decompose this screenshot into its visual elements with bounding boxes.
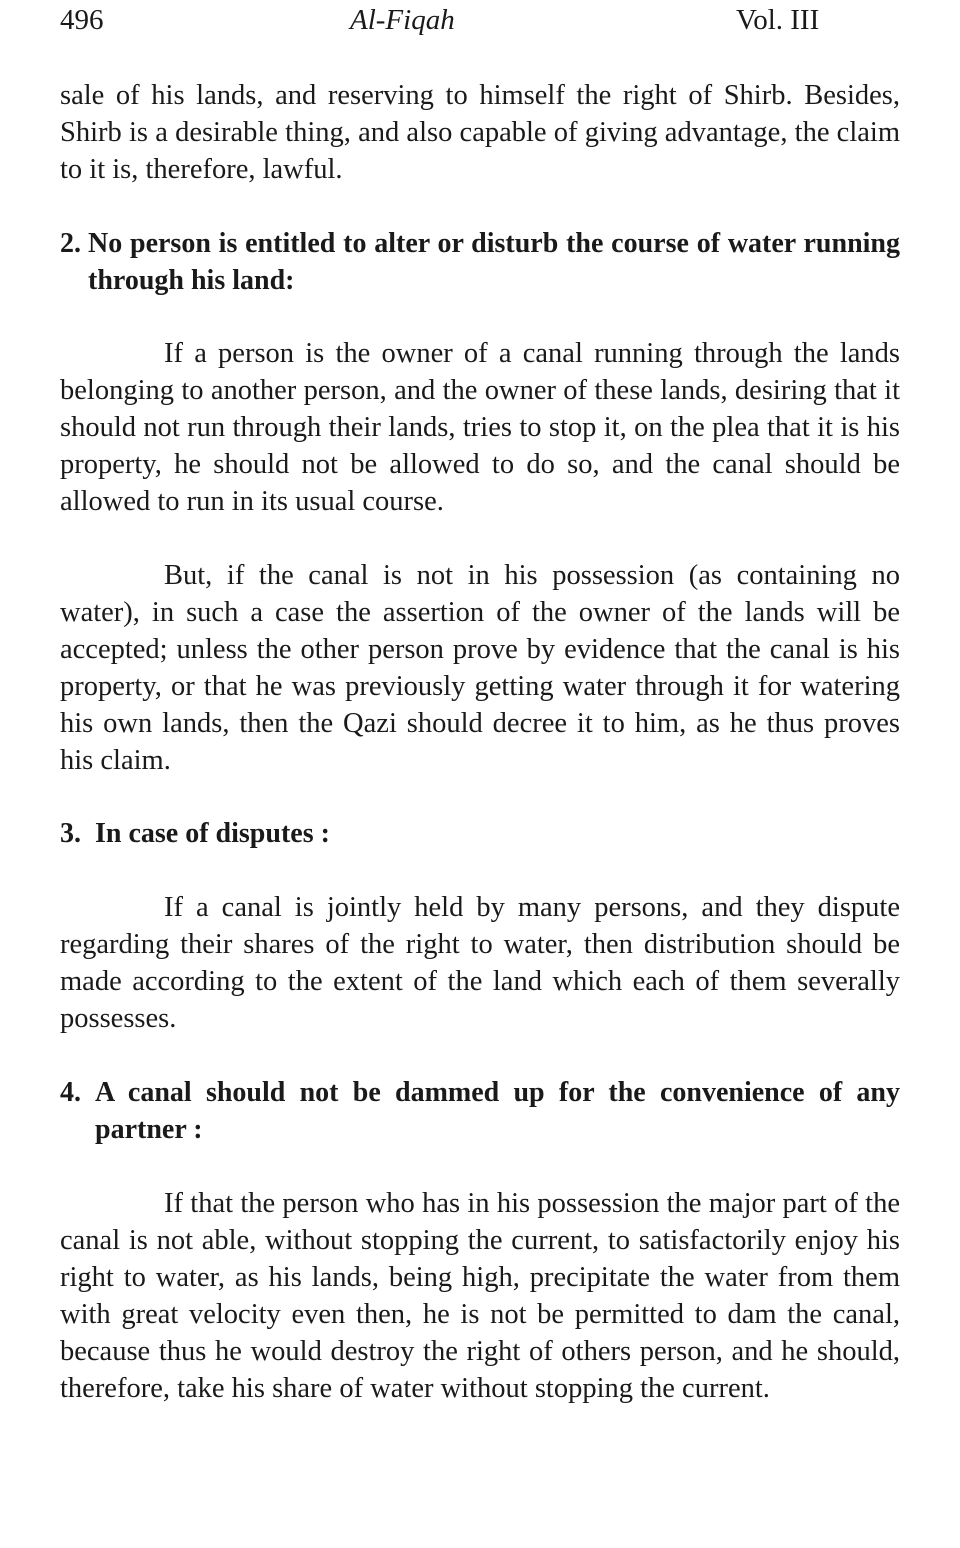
section-2-paragraph-2: But, if the canal is not in his possession (as containing no water), in such a case the assertion of the owner of the lands will be accepted; unless the other person prove by evidence that the canal is his property, or that he was previously getting water through it for watering his own lands, then the Qazi should decree it to him, as he thus proves his claim. bbox=[60, 560, 900, 776]
section-4-number: 4. bbox=[60, 1077, 95, 1108]
section-3-paragraph-1: If a canal is jointly held by many persons, and they dispute regarding their shares of the right to water, then distribution should be made according to the extent of the land which each of them severally possesses. bbox=[60, 892, 900, 1034]
book-title: Al-Fiqah bbox=[350, 4, 455, 36]
section-4-paragraph-1: If that the person who has in his possession the major part of the canal is not able, without stopping the current, to satisfactorily enjoy his right to water, as his lands, being high, precipitate the water from them with great velocity even then, he is not be permitted to dam the canal, because thus he would destroy the right of others person, and he should, therefore, take his share of water without stopping the current. bbox=[60, 1188, 900, 1404]
section-2-heading bbox=[60, 225, 900, 299]
section-3-number: 3. bbox=[60, 818, 95, 849]
running-header bbox=[60, 0, 900, 50]
intro-paragraph: sale of his lands, and reserving to himself the right of Shirb. Besides, Shirb is a desirable thing, and also capable of giving advantage, the claim to it is, therefore, lawful. bbox=[60, 80, 900, 185]
section-2-paragraph-1: If a person is the owner of a canal running through the lands belonging to another person, and the owner of these lands, desiring that it should not run through their lands, tries to stop it, on the plea that it is his property, he should not be allowed to do so, and the canal should be allowed to run in its usual course. bbox=[60, 338, 900, 517]
section-2-number: 2. bbox=[60, 228, 88, 259]
section-4-heading bbox=[60, 1074, 900, 1148]
section-3-heading bbox=[60, 815, 900, 852]
section-4-title: A canal should not be dammed up for the convenience of any partner : bbox=[95, 1077, 900, 1145]
section-3-title: In case of disputes : bbox=[95, 818, 330, 849]
book-page bbox=[60, 0, 900, 1407]
page-number: 496 bbox=[60, 4, 104, 36]
volume-label: Vol. III bbox=[736, 4, 820, 36]
section-2-title: No person is entitled to alter or disturb the course of water running through his land: bbox=[88, 228, 900, 296]
